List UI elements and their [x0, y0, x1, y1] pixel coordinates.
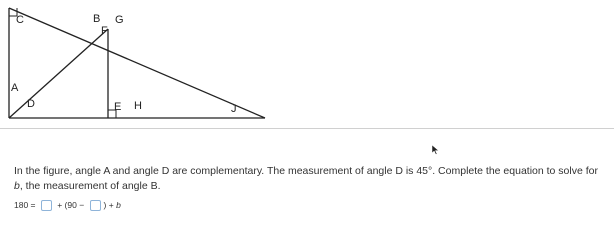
label-g: G: [115, 14, 124, 26]
answer-box-1[interactable]: [41, 200, 52, 211]
equation: [14, 196, 121, 214]
question-text-part2: , the measurement of angle B.: [19, 180, 161, 192]
label-b: B: [93, 13, 101, 25]
answer-box-2[interactable]: [90, 200, 101, 211]
label-d: D: [27, 98, 35, 110]
label-c: C: [16, 14, 24, 26]
label-f: F: [101, 25, 108, 37]
question-text-part1: In the figure, angle A and angle D are complementary. The measurement of angle D is 45°. Complete the equation to solve for: [14, 165, 598, 177]
equation-lhs: 180 =: [14, 200, 38, 210]
label-e: E: [114, 101, 122, 113]
equation-close-plus: ) +: [103, 200, 117, 210]
label-h: H: [134, 100, 142, 112]
figure-line-to-b: [9, 29, 108, 118]
label-j: J: [231, 103, 237, 115]
label-a: A: [11, 82, 19, 94]
equation-variable-b: b: [116, 200, 121, 210]
question-text: [14, 164, 606, 194]
equation-plus-paren: + (90 −: [54, 200, 87, 210]
section-divider: [0, 128, 614, 129]
geometry-figure: [0, 0, 270, 122]
question-variable-b: b: [14, 180, 20, 192]
mouse-pointer-icon: [432, 145, 440, 155]
